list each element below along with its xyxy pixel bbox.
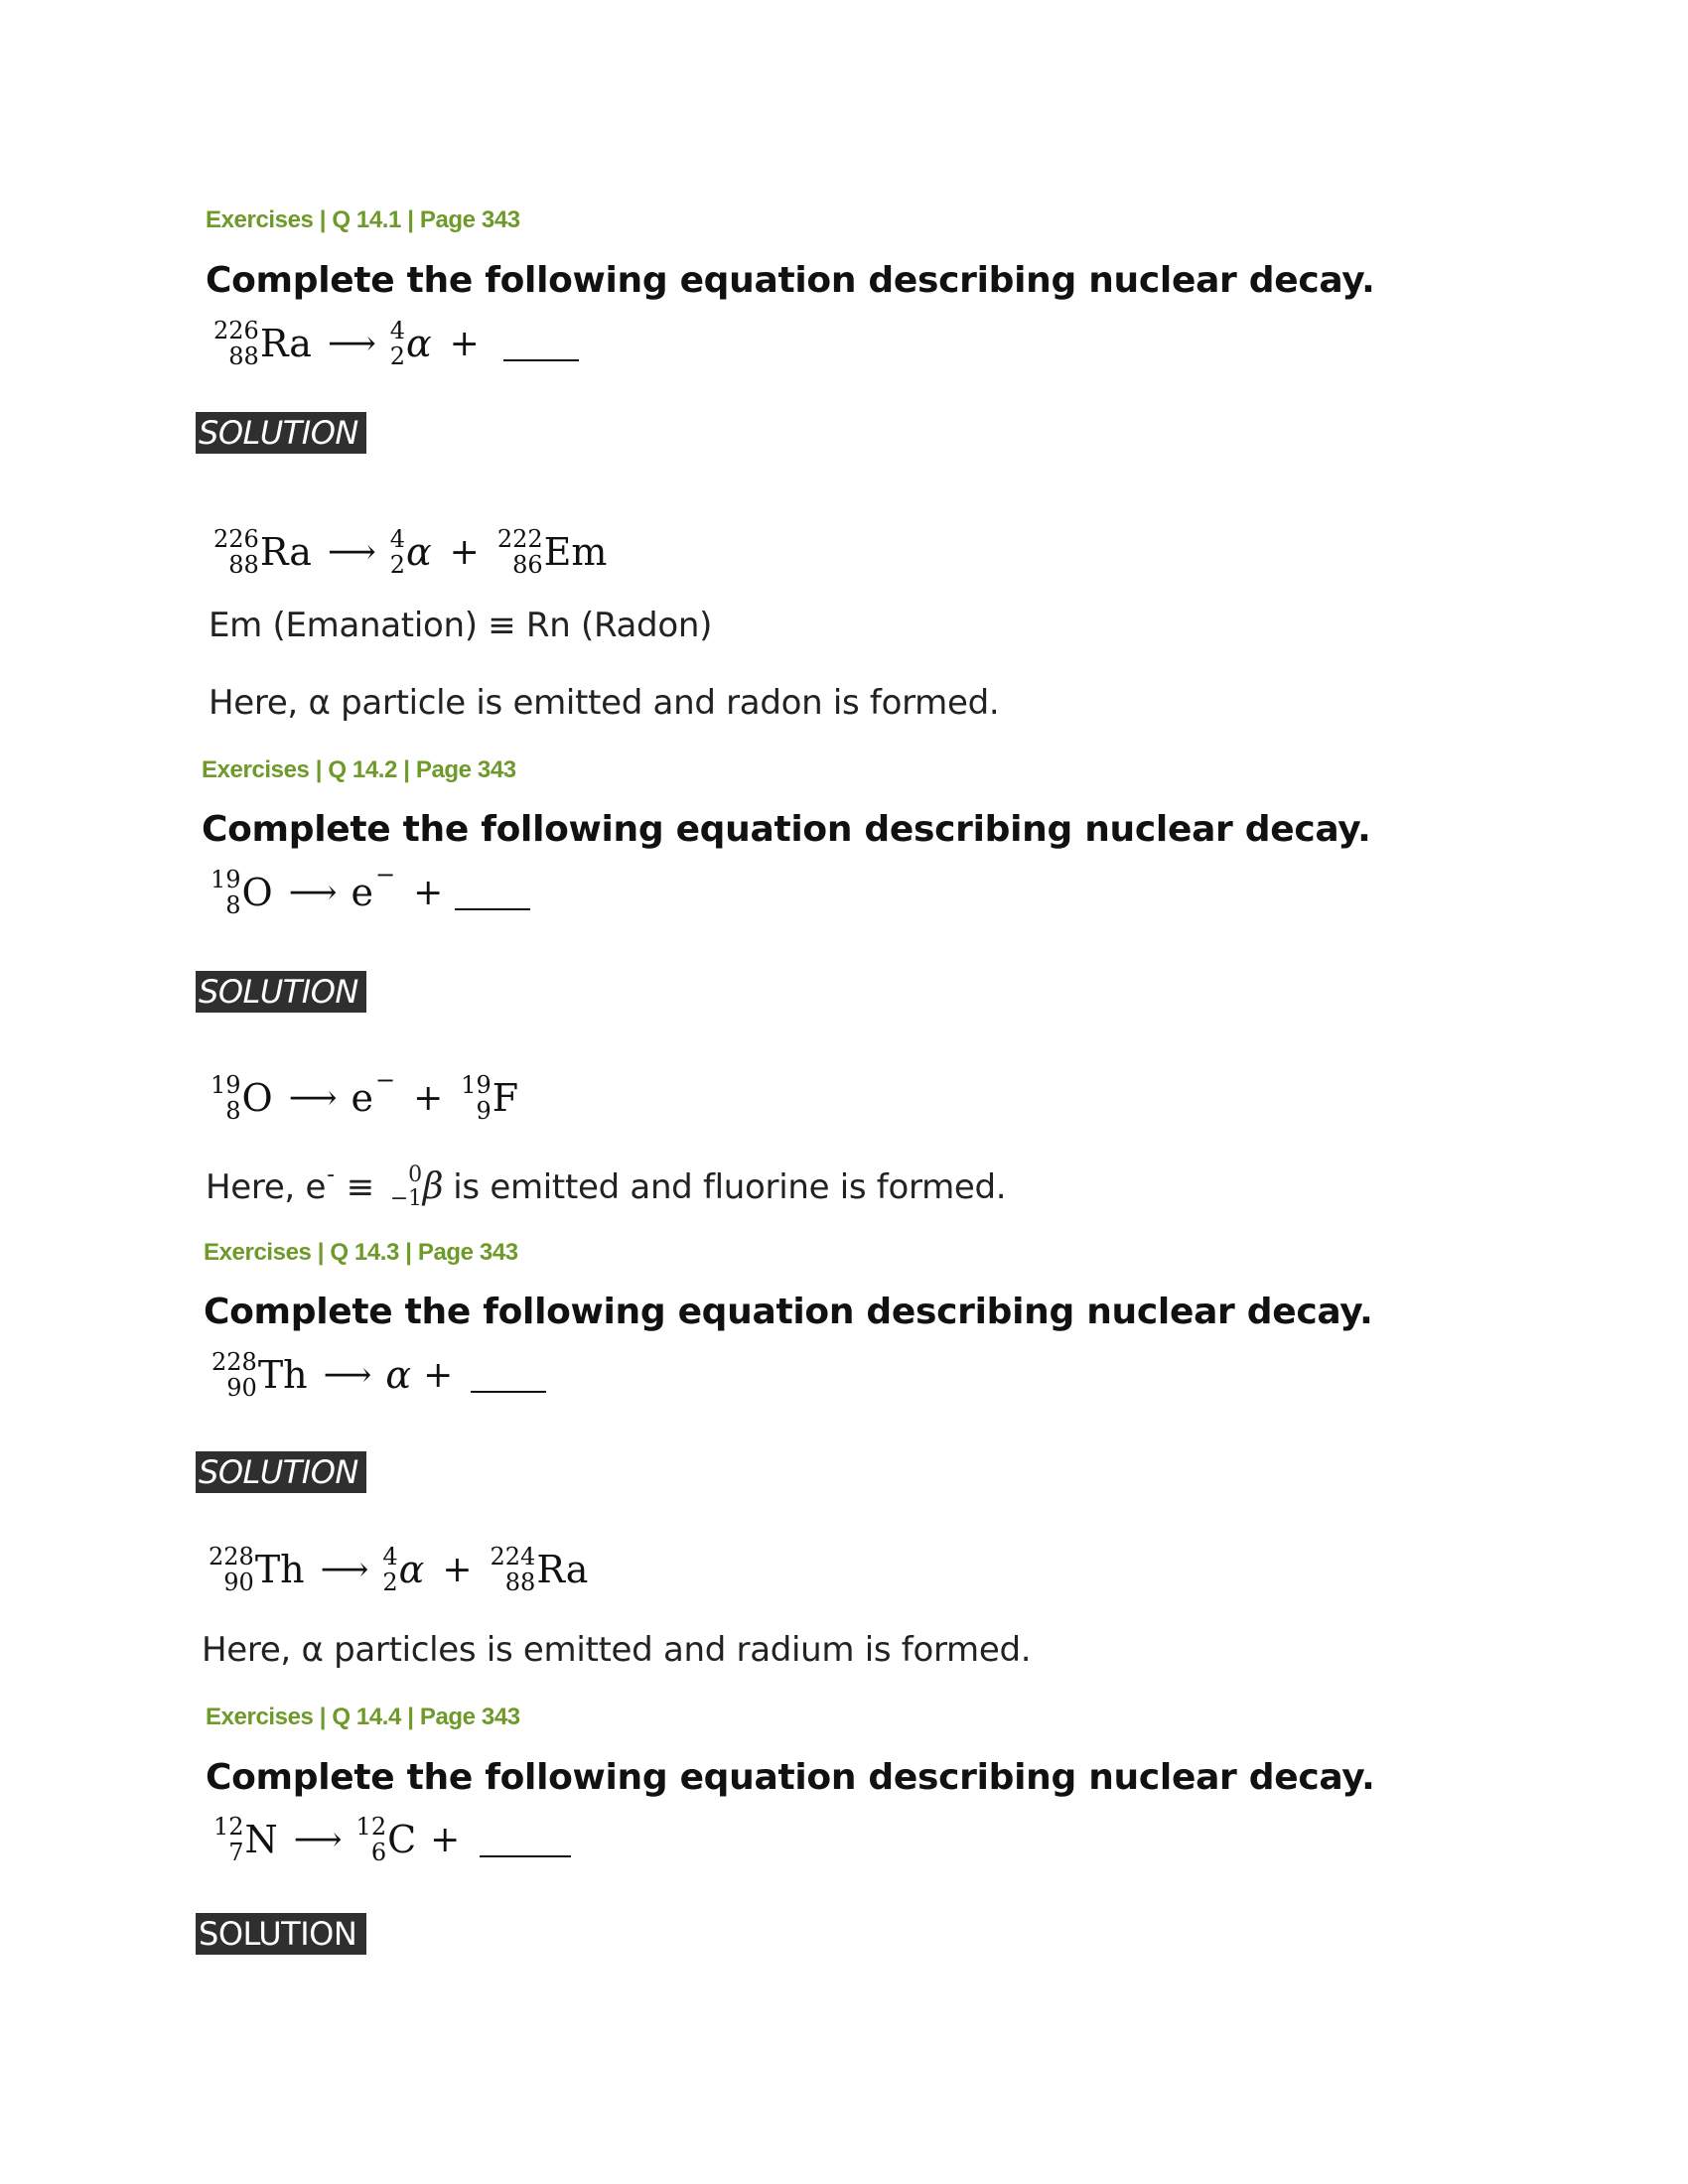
equation-q14-2 [211, 857, 530, 928]
note-suffix: is emitted and fluorine is formed. [453, 1166, 1007, 1207]
nuclide-n-12 [213, 1813, 278, 1866]
solution-label-q14-4[interactable]: SOLUTION [196, 1913, 366, 1955]
nuclide-o-19 [211, 866, 273, 919]
mass-number: 222 [496, 525, 543, 553]
arrow-icon: ⟶ [320, 1550, 367, 1589]
arrow-icon: ⟶ [288, 1078, 336, 1118]
arrow-icon: ⟶ [288, 873, 336, 912]
element-symbol: Th [257, 1353, 308, 1397]
answer-blank [480, 1822, 571, 1857]
nuclide-beta [389, 1161, 444, 1211]
element-symbol: Th [254, 1548, 305, 1591]
element-symbol: Em [543, 530, 608, 574]
atomic-number: 90 [223, 1569, 254, 1596]
atomic-number: 88 [504, 1569, 536, 1596]
nuclide-ra-226 [213, 317, 312, 370]
atomic-number: 8 [225, 891, 241, 919]
nuclide-alpha [389, 525, 432, 579]
plus-sign: + [449, 323, 480, 364]
equation-q14-3 [211, 1339, 546, 1411]
arrow-icon: ⟶ [327, 532, 374, 572]
note-radium-formed: Here, α particles is emitted and radium is formed. [202, 1630, 1032, 1670]
nuclide-f-19 [461, 1071, 519, 1125]
atomic-number: 2 [389, 551, 405, 579]
answer-equation-q14-3 [209, 1534, 588, 1605]
atomic-number: 9 [476, 1097, 492, 1125]
answer-blank [503, 326, 579, 361]
element-symbol: Ra [536, 1548, 589, 1591]
mass-number: 224 [490, 1543, 536, 1570]
atomic-number: 7 [228, 1839, 244, 1866]
solution-label-q14-1[interactable]: SOLUTION [196, 412, 366, 454]
atomic-number: 88 [228, 342, 259, 370]
nuclide-alpha [389, 317, 432, 370]
element-symbol: Ra [259, 530, 312, 574]
exercise-meta-q14-2[interactable]: Exercises | Q 14.2 | Page 343 [202, 756, 516, 783]
mass-number: 19 [211, 866, 241, 893]
nuclide-c-12 [355, 1813, 417, 1866]
mass-number: 228 [211, 1348, 257, 1376]
element-symbol: O [241, 871, 273, 914]
answer-equation-q14-2 [211, 1062, 518, 1134]
plus-sign: + [449, 531, 480, 573]
arrow-icon: ⟶ [323, 1355, 370, 1395]
question-q14-4: Complete the following equation describing nuclear decay. [206, 1757, 1375, 1798]
atomic-number: 88 [228, 551, 259, 579]
mass-number: 0 [408, 1161, 422, 1187]
nuclide-ra-226 [213, 525, 312, 579]
nuclide-alpha [382, 1543, 425, 1596]
mass-number: 226 [213, 317, 259, 344]
mass-number: 4 [389, 317, 405, 344]
plus-sign: + [423, 1354, 454, 1396]
plus-sign: + [413, 872, 444, 913]
electron [351, 861, 396, 914]
element-symbol: C [387, 1818, 417, 1861]
mass-number: 12 [213, 1813, 244, 1841]
equivalence-sign: ≡ [346, 1166, 374, 1207]
exercise-meta-q14-3[interactable]: Exercises | Q 14.3 | Page 343 [204, 1239, 518, 1266]
arrow-icon: ⟶ [293, 1820, 341, 1859]
nuclide-th-228 [211, 1348, 308, 1402]
solution-label-q14-2[interactable]: SOLUTION [196, 971, 366, 1013]
atomic-number: 86 [512, 551, 543, 579]
element-symbol: β [422, 1166, 444, 1207]
nuclide-th-228 [209, 1543, 305, 1596]
electron-symbol: e [351, 1076, 373, 1120]
atomic-number: 8 [225, 1097, 241, 1125]
question-q14-2: Complete the following equation describing nuclear decay. [202, 809, 1371, 850]
solution-label-q14-3[interactable]: SOLUTION [196, 1451, 366, 1493]
exercise-meta-q14-4[interactable]: Exercises | Q 14.4 | Page 343 [206, 1704, 520, 1730]
element-symbol: Ra [259, 322, 312, 365]
atomic-number: −1 [389, 1185, 422, 1211]
answer-blank [455, 875, 530, 910]
alpha-symbol: α [385, 1353, 412, 1397]
electron-charge: − [374, 1066, 396, 1094]
atomic-number: 90 [226, 1374, 257, 1402]
mass-number: 4 [389, 525, 405, 553]
mass-number: 19 [461, 1071, 492, 1099]
answer-equation-q14-1 [213, 516, 607, 588]
exercise-meta-q14-1[interactable]: Exercises | Q 14.1 | Page 343 [206, 206, 520, 233]
element-symbol: O [241, 1076, 273, 1120]
element-symbol: α [405, 530, 432, 574]
mass-number: 4 [382, 1543, 398, 1570]
mass-number: 12 [355, 1813, 387, 1841]
element-symbol: F [492, 1076, 519, 1120]
atomic-number: 2 [389, 342, 405, 370]
note-alpha-emitted: Here, α particle is emitted and radon is formed. [209, 683, 1000, 723]
element-symbol: α [405, 322, 432, 365]
arrow-icon: ⟶ [327, 324, 374, 363]
note-emanation: Em (Emanation) ≡ Rn (Radon) [209, 606, 713, 645]
electron [351, 1066, 396, 1120]
electron-symbol: e [351, 871, 373, 914]
atomic-number: 6 [370, 1839, 387, 1866]
atomic-number: 2 [382, 1569, 398, 1596]
plus-sign: + [442, 1549, 473, 1590]
element-symbol: N [244, 1818, 278, 1861]
note-beta-emitted [206, 1161, 1007, 1211]
electron-charge: − [374, 861, 396, 888]
note-prefix-charge: - [327, 1162, 335, 1187]
question-q14-3: Complete the following equation describing nuclear decay. [204, 1292, 1373, 1332]
mass-number: 228 [209, 1543, 254, 1570]
plus-sign: + [430, 1819, 461, 1860]
question-q14-1: Complete the following equation describing nuclear decay. [206, 260, 1375, 301]
answer-blank [471, 1357, 546, 1393]
mass-number: 226 [213, 525, 259, 553]
nuclide-ra-224 [490, 1543, 589, 1596]
plus-sign: + [413, 1077, 444, 1119]
equation-q14-4 [213, 1804, 571, 1875]
mass-number: 19 [211, 1071, 241, 1099]
nuclide-o-19 [211, 1071, 273, 1125]
element-symbol: α [398, 1548, 425, 1591]
note-prefix: Here, e [206, 1166, 327, 1207]
nuclide-em-222 [496, 525, 608, 579]
equation-q14-1 [213, 308, 579, 379]
